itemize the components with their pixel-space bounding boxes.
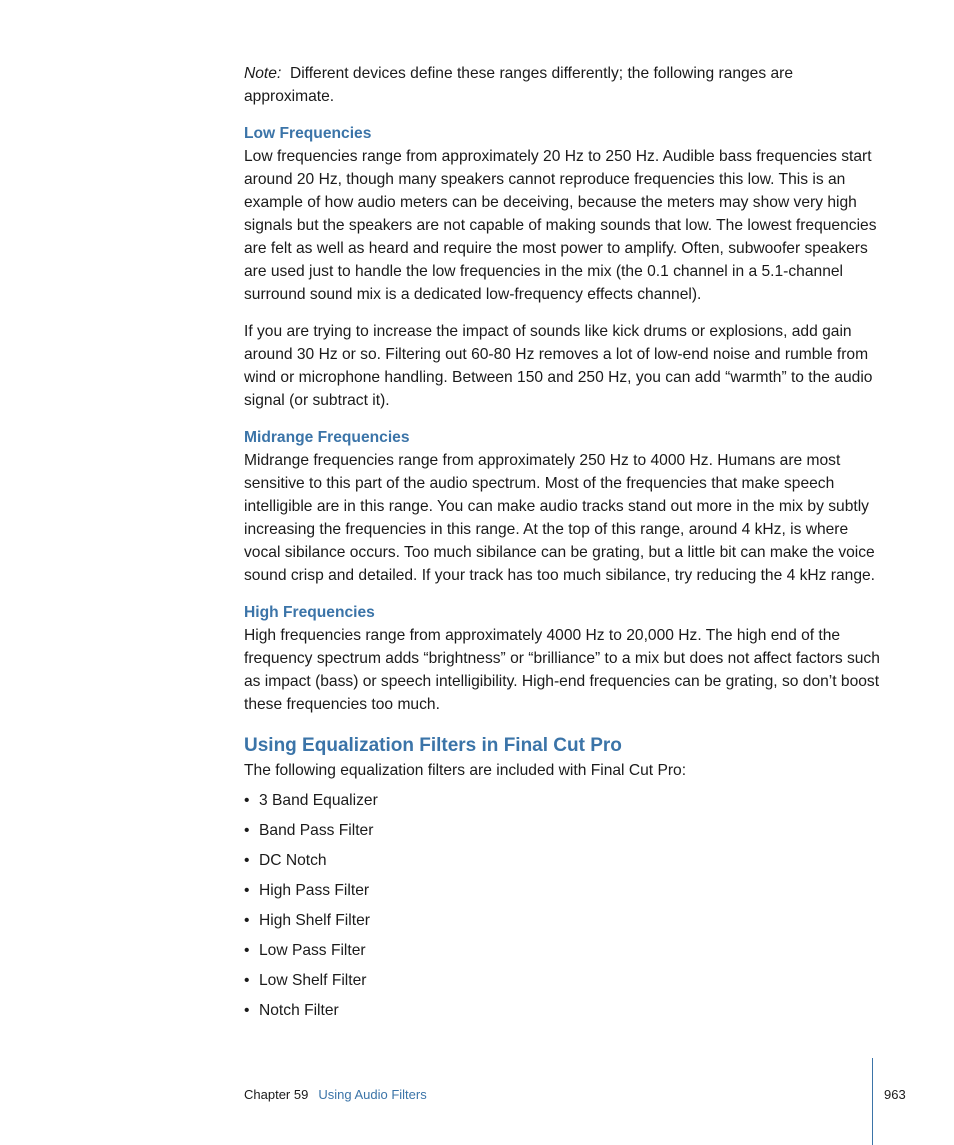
list-item-label: Low Shelf Filter [259,972,367,989]
equalization-filter-list [244,786,880,1026]
bullet: • [244,852,250,869]
list-item-label: Band Pass Filter [259,822,374,839]
bullet: • [244,822,250,839]
bullet: • [244,882,250,899]
list-item [244,966,880,996]
page-number: 963 [884,1087,906,1102]
list-item-label: DC Notch [259,852,327,869]
footer-chapter-title: Using Audio Filters [318,1087,427,1102]
page-content [244,62,880,1026]
midrange-frequencies-heading: Midrange Frequencies [244,429,410,446]
list-item-label: 3 Band Equalizer [259,792,378,809]
bullet: • [244,792,250,809]
note-text: Different devices define these ranges differently; the following ranges are approximate. [244,65,794,105]
list-item [244,786,880,816]
high-frequencies-heading: High Frequencies [244,604,375,621]
footer-divider [872,1058,873,1145]
low-frequencies-heading: Low Frequencies [244,125,372,142]
low-frequencies-paragraph-2: If you are trying to increase the impact of sounds like kick drums or explosions, add gain around 30 Hz or so. Filtering out 60-80 Hz removes a lot of low-end noise and rumble from wind or microphone handling. Between 150 and 250 Hz, you can add “warmth” to the audio signal (or subtract it). [244,323,873,409]
list-item [244,846,880,876]
list-item-label: High Pass Filter [259,882,370,899]
list-item [244,996,880,1026]
bullet: • [244,912,250,929]
list-item-label: Low Pass Filter [259,942,366,959]
page-footer [244,1086,427,1104]
list-item-label: Notch Filter [259,1002,339,1019]
note-paragraph [244,62,880,108]
bullet: • [244,942,250,959]
list-item [244,876,880,906]
bullet: • [244,972,250,989]
high-frequencies-paragraph: High frequencies range from approximately 4000 Hz to 20,000 Hz. The high end of the frequency spectrum adds “brightness” or “brilliance” to a mix but does not affect factors such as impact (bass) or speech intelligibility. High-end frequencies can be grating, so don’t boost these frequencies too much. [244,627,880,713]
midrange-frequencies-paragraph: Midrange frequencies range from approximately 250 Hz to 4000 Hz. Humans are most sensitive to this part of the audio spectrum. Most of the frequencies that make speech intelligible are in this range. You can make audio tracks stand out more in the mix by subtly increasing the frequencies in this range. At the top of this range, around 4 kHz, is where vocal sibilance occurs. Too much sibilance can be grating, but a little bit can make the voice sound crisp and detailed. If your track has too much sibilance, try reducing the 4 kHz range. [244,452,876,584]
footer-chapter: Chapter 59 [244,1087,309,1102]
list-item [244,936,880,966]
list-item [244,906,880,936]
bullet: • [244,1002,250,1019]
note-label: Note: [244,65,282,82]
equalization-intro: The following equalization filters are included with Final Cut Pro: [244,762,687,779]
equalization-section-heading: Using Equalization Filters in Final Cut Pro [244,735,622,756]
list-item [244,816,880,846]
low-frequencies-paragraph-1: Low frequencies range from approximately 20 Hz to 250 Hz. Audible bass frequencies start around 20 Hz, though many speakers cannot reproduce frequencies this low. This is an example of how audio meters can be deceiving, because the meters may show very high signals but the speakers are not capable of making sounds that low. The lowest frequencies are felt as well as heard and require the most power to amplify. Often, subwoofer speakers are used just to handle the low frequencies in the mix (the 0.1 channel in a 5.1-channel surround sound mix is a dedicated low-frequency effects channel). [244,148,877,303]
list-item-label: High Shelf Filter [259,912,370,929]
